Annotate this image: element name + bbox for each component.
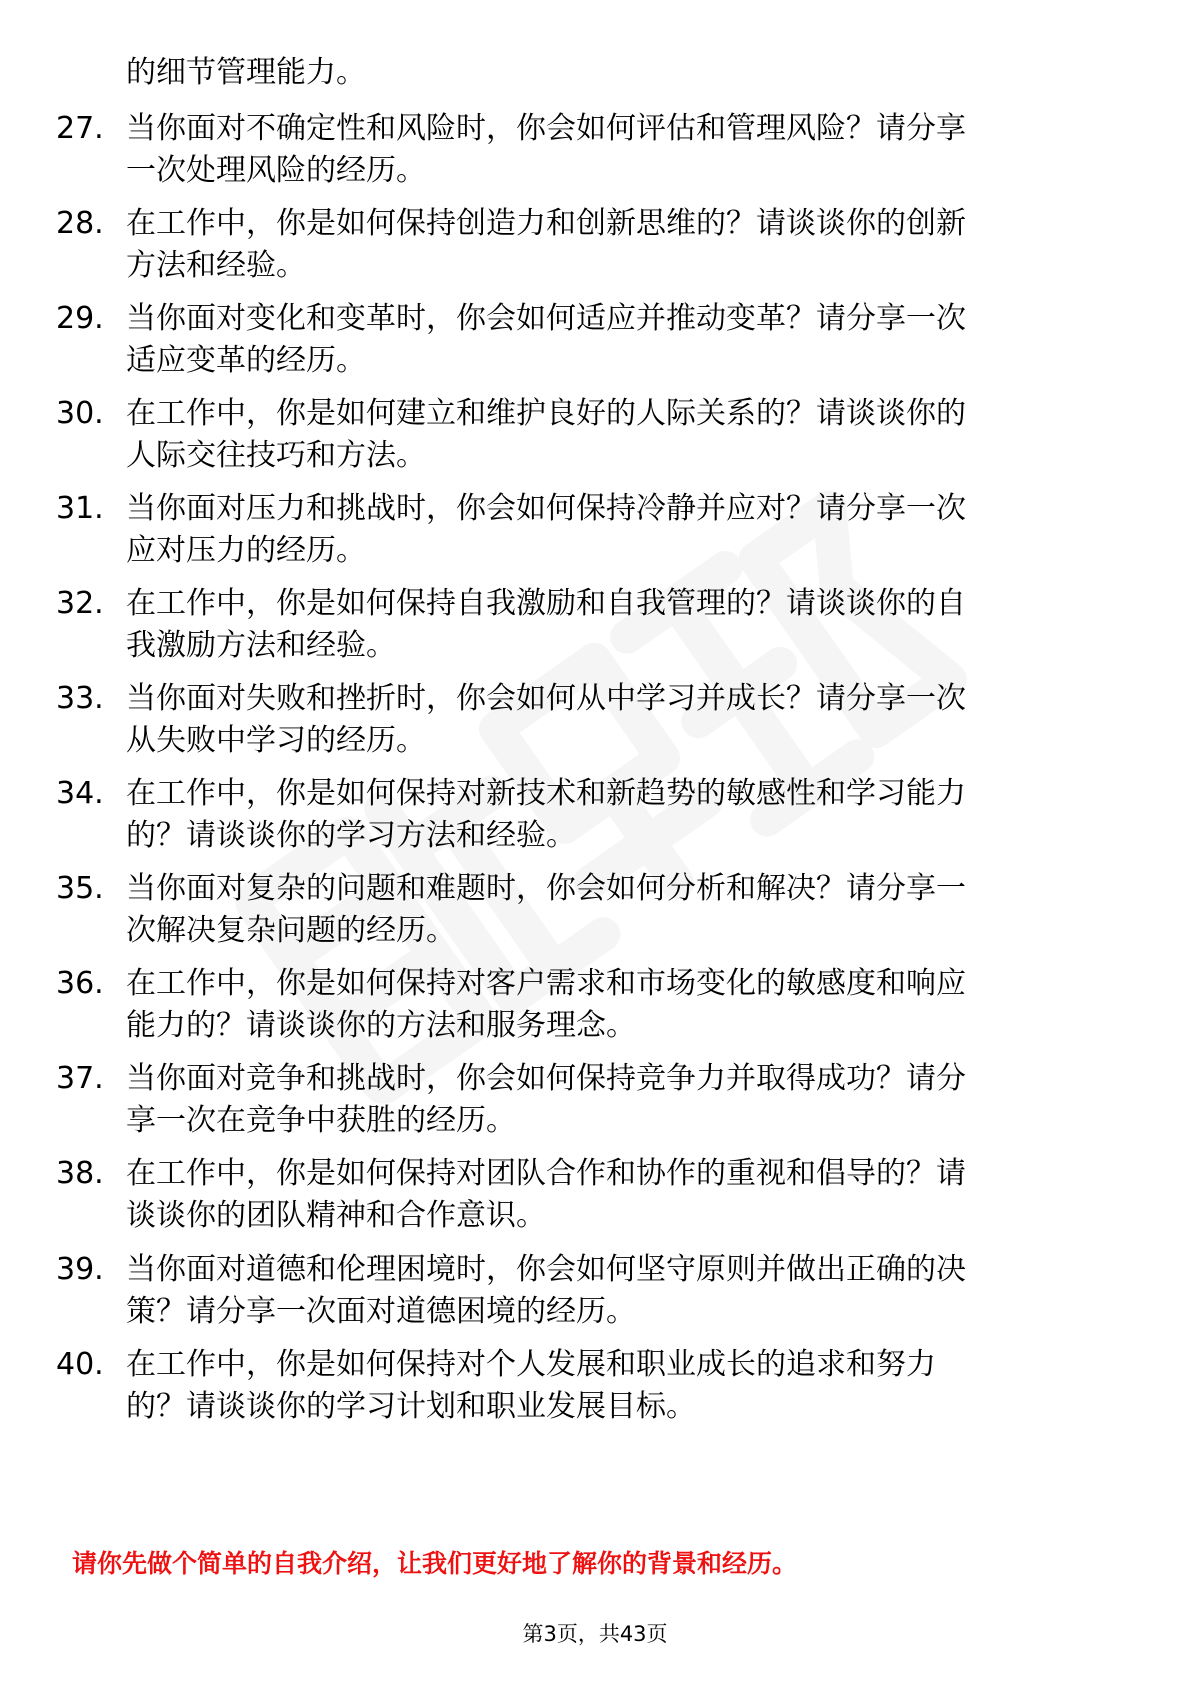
question-text-line: 在工作中，你是如何保持创造力和创新思维的？请谈谈你的创新 — [126, 206, 966, 241]
question-text-line: 在工作中，你是如何保持自我激励和自我管理的？请谈谈你的自 — [126, 586, 966, 621]
question-text-line: 人际交往技巧和方法。 — [126, 438, 426, 473]
question-text-line: 在工作中，你是如何保持对客户需求和市场变化的敏感度和响应 — [126, 966, 966, 1001]
question-text-line: 在工作中，你是如何保持对个人发展和职业成长的追求和努力 — [126, 1347, 936, 1382]
question-text-line: 当你面对复杂的问题和难题时，你会如何分析和解决？请分享一 — [126, 871, 966, 906]
question-text-line: 谈谈你的团队精神和合作意识。 — [126, 1198, 546, 1233]
question-text-line: 当你面对失败和挫折时，你会如何从中学习并成长？请分享一次 — [126, 681, 966, 716]
question-text-line: 当你面对竞争和挑战时，你会如何保持竞争力并取得成功？请分 — [126, 1061, 966, 1096]
question-text-line: 我激励方法和经验。 — [126, 628, 396, 663]
question-text-line: 一次处理风险的经历。 — [126, 153, 426, 188]
question-number: 27. — [56, 111, 104, 146]
question-number: 30. — [56, 396, 104, 431]
question-text-line: 在工作中，你是如何建立和维护良好的人际关系的？请谈谈你的 — [126, 396, 966, 431]
question-number: 35. — [56, 871, 104, 906]
continuation-text: 的细节管理能力。 — [126, 55, 366, 90]
page-indicator: 第3页，共43页 — [522, 1622, 668, 1646]
question-text-line: 次解决复杂问题的经历。 — [126, 913, 456, 948]
question-number: 38. — [56, 1156, 104, 1191]
question-text-line: 的？请谈谈你的学习方法和经验。 — [126, 818, 576, 853]
question-number: 33. — [56, 681, 104, 716]
question-number: 31. — [56, 491, 104, 526]
question-text-line: 能力的？请谈谈你的方法和服务理念。 — [126, 1008, 636, 1043]
question-text-line: 的？请谈谈你的学习计划和职业发展目标。 — [126, 1389, 696, 1424]
question-text-line: 当你面对道德和伦理困境时，你会如何坚守原则并做出正确的决 — [126, 1252, 966, 1287]
question-text-line: 从失败中学习的经历。 — [126, 723, 426, 758]
question-text-line: 当你面对压力和挑战时，你会如何保持冷静并应对？请分享一次 — [126, 491, 966, 526]
question-text-line: 当你面对变化和变革时，你会如何适应并推动变革？请分享一次 — [126, 301, 966, 336]
call-to-action-text: 请你先做个简单的自我介绍，让我们更好地了解你的背景和经历。 — [72, 1549, 798, 1578]
question-text-line: 在工作中，你是如何保持对新技术和新趋势的敏感性和学习能力 — [126, 776, 966, 811]
question-text-line: 在工作中，你是如何保持对团队合作和协作的重视和倡导的？请 — [126, 1156, 966, 1191]
question-number: 29. — [56, 301, 104, 336]
question-number: 28. — [56, 206, 104, 241]
question-number: 32. — [56, 586, 104, 621]
question-text-line: 适应变革的经历。 — [126, 343, 366, 378]
question-number: 37. — [56, 1061, 104, 1096]
question-number: 34. — [56, 776, 104, 811]
question-text-line: 策？请分享一次面对道德困境的经历。 — [126, 1294, 636, 1329]
question-number: 36. — [56, 966, 104, 1001]
question-text-line: 应对压力的经历。 — [126, 533, 366, 568]
question-text-line: 方法和经验。 — [126, 248, 306, 283]
question-number: 40. — [56, 1347, 104, 1382]
question-text-line: 享一次在竞争中获胜的经历。 — [126, 1103, 516, 1138]
question-text-line: 当你面对不确定性和风险时，你会如何评估和管理风险？请分享 — [126, 111, 966, 146]
question-number: 39. — [56, 1252, 104, 1287]
